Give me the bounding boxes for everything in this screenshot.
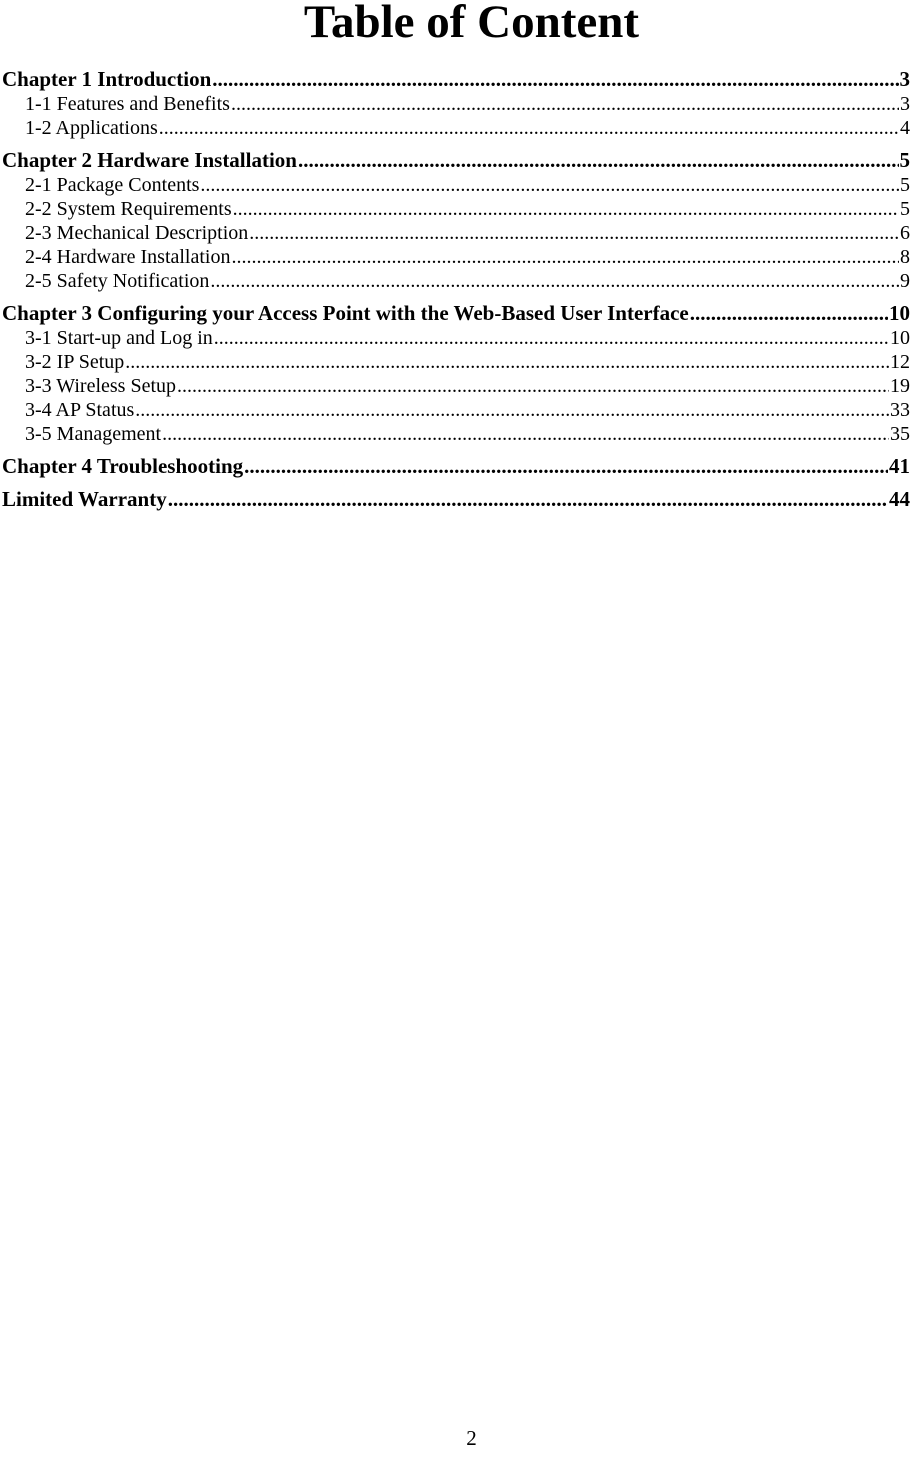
toc-section-2-2[interactable]	[2, 197, 910, 221]
toc-section-3-2[interactable]	[2, 350, 910, 374]
toc-entry-label: Chapter 3 Configuring your Access Point with the Web-Based User Interface	[2, 301, 689, 325]
toc-section-1-2[interactable]	[2, 116, 910, 140]
toc-section-2-3[interactable]	[2, 221, 910, 245]
toc-entry-label: 3-1 Start-up and Log in	[25, 327, 213, 349]
toc-entry-page: 8	[900, 246, 910, 268]
toc-entry-label: Limited Warranty	[2, 487, 167, 511]
toc-entry-label: 1-1 Features and Benefits	[25, 93, 230, 115]
toc-entry-page: 4	[900, 117, 910, 139]
dot-leader	[159, 116, 899, 140]
toc-entry-label: 2-1 Package Contents	[25, 174, 200, 196]
toc-chapter-3[interactable]	[2, 301, 910, 326]
toc-entry-label: 3-5 Management	[25, 423, 162, 445]
page-number: 2	[466, 1426, 477, 1450]
toc-section-3-4[interactable]	[2, 398, 910, 422]
toc-section-3-5[interactable]	[2, 422, 910, 446]
toc-entry-label: Chapter 2 Hardware Installation	[2, 148, 297, 172]
dot-leader	[212, 67, 898, 92]
dot-leader	[168, 487, 888, 512]
toc-entry-page: 12	[890, 351, 910, 373]
toc-entry-page: 44	[889, 487, 910, 511]
toc-section-3-3[interactable]	[2, 374, 910, 398]
dot-leader	[233, 197, 899, 221]
toc-chapter-2[interactable]	[2, 148, 910, 173]
toc-section-2-5[interactable]	[2, 269, 910, 293]
toc-entry-page: 9	[900, 270, 910, 292]
toc-entry-label: 3-2 IP Setup	[25, 351, 125, 373]
toc-chapter-4[interactable]	[2, 454, 910, 479]
toc-entry-label: 3-4 AP Status	[25, 399, 135, 421]
toc-entry-page: 19	[890, 375, 910, 397]
toc-chapter-1[interactable]	[2, 67, 910, 92]
toc-entry-label: 2-3 Mechanical Description	[25, 222, 249, 244]
dot-leader	[177, 374, 889, 398]
page-title: Table of Content	[303, 0, 640, 48]
dot-leader	[298, 148, 899, 173]
toc-entry-page: 3	[899, 67, 910, 91]
dot-leader	[125, 350, 889, 374]
toc-entry-page: 10	[890, 327, 910, 349]
toc-section-2-1[interactable]	[2, 173, 910, 197]
toc-entry-page: 5	[900, 174, 910, 196]
toc-section-3-1[interactable]	[2, 326, 910, 350]
dot-leader	[210, 269, 899, 293]
dot-leader	[200, 173, 899, 197]
toc-entry-page: 33	[890, 399, 910, 421]
dot-leader	[162, 422, 889, 446]
dot-leader	[231, 245, 899, 269]
toc-entry-label: 3-3 Wireless Setup	[25, 375, 177, 397]
toc-entry-label: Chapter 1 Introduction	[2, 67, 212, 91]
toc-entry-page: 6	[900, 222, 910, 244]
toc-section-2-4[interactable]	[2, 245, 910, 269]
toc-entry-page: 5	[899, 148, 910, 172]
toc-entry-label: Chapter 4 Troubleshooting	[2, 454, 244, 478]
dot-leader	[244, 454, 888, 479]
toc-entry-page: 5	[900, 198, 910, 220]
dot-leader	[249, 221, 899, 245]
dot-leader	[231, 92, 899, 116]
toc-entry-label: 1-2 Applications	[25, 117, 158, 139]
toc-entry-label: 2-2 System Requirements	[25, 198, 232, 220]
toc-entry-page: 41	[889, 454, 910, 478]
toc-entry-page: 3	[900, 93, 910, 115]
dot-leader	[135, 398, 889, 422]
toc-section-1-1[interactable]	[2, 92, 910, 116]
dot-leader	[214, 326, 889, 350]
table-of-contents	[2, 67, 910, 512]
toc-entry-label: 2-4 Hardware Installation	[25, 246, 231, 268]
dot-leader	[690, 301, 888, 326]
toc-entry-page: 10	[889, 301, 910, 325]
toc-limited-warranty[interactable]	[2, 487, 910, 512]
toc-entry-label: 2-5 Safety Notification	[25, 270, 210, 292]
toc-entry-page: 35	[890, 423, 910, 445]
